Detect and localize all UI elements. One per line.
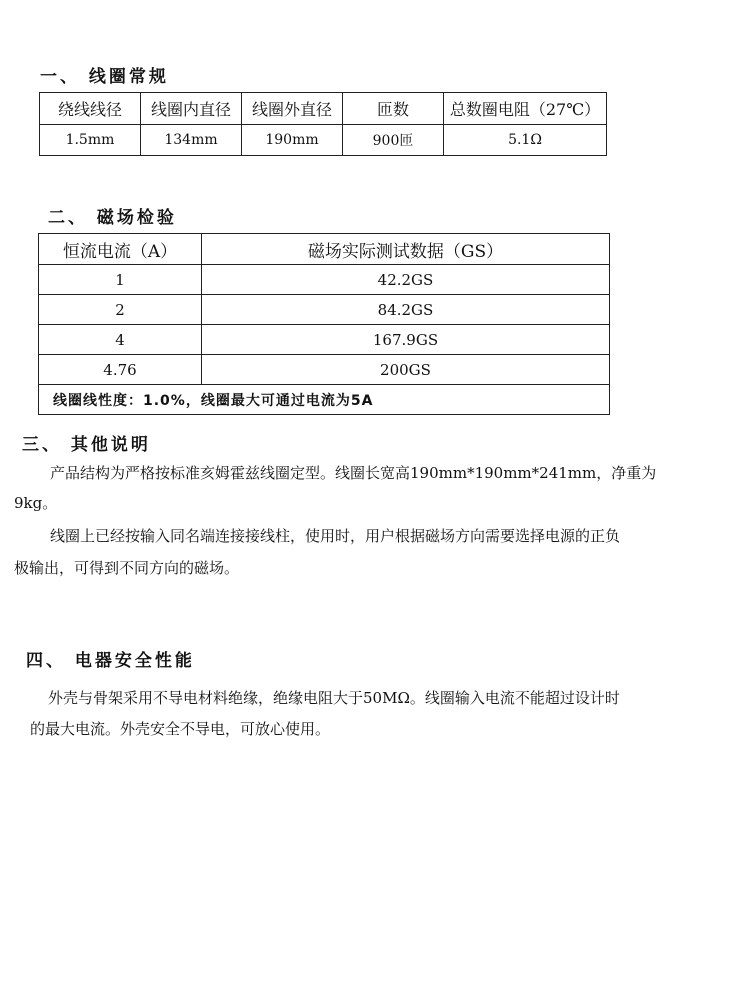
value-inner-diameter: 134mm	[141, 125, 242, 156]
section3-paragraph2-line1: 线圈上已经按输入同名端连接接线柱，使用时，用户根据磁场方向需要选择电源的正负	[50, 527, 621, 545]
table-row	[39, 325, 610, 355]
field-cell: 200GS	[202, 355, 610, 385]
current-cell: 4.76	[39, 355, 202, 385]
header-inner-diameter: 线圈内直径	[141, 93, 242, 125]
value-wire-diameter: 1.5mm	[40, 125, 141, 156]
section1-heading: 一、 线圈常规	[40, 67, 169, 87]
value-total-resistance: 5.1Ω	[444, 125, 607, 156]
table-row	[39, 265, 610, 295]
value-outer-diameter: 190mm	[242, 125, 343, 156]
header-total-resistance: 总数圈电阻（27℃）	[444, 93, 607, 125]
field-cell: 42.2GS	[202, 265, 610, 295]
table-row	[39, 355, 610, 385]
magnetic-field-table	[38, 233, 610, 415]
field-cell: 84.2GS	[202, 295, 610, 325]
table-row	[40, 125, 607, 156]
header-wire-diameter: 绕线线径	[40, 93, 141, 125]
table-row	[39, 295, 610, 325]
header-field-data: 磁场实际测试数据（GS）	[202, 234, 610, 265]
section4-paragraph-line2: 的最大电流。外壳安全不导电，可放心使用。	[30, 720, 331, 738]
linearity-note: 线圈线性度：1.0%，线圈最大可通过电流为5A	[39, 385, 610, 415]
value-turns: 900匝	[343, 125, 444, 156]
header-outer-diameter: 线圈外直径	[242, 93, 343, 125]
section3-paragraph1-line2: 9kg。	[14, 494, 58, 512]
section2-heading: 二、 磁场检验	[48, 208, 177, 228]
table-header-row	[40, 93, 607, 125]
section4-heading: 四、 电器安全性能	[26, 651, 195, 671]
header-current: 恒流电流（A）	[39, 234, 202, 265]
header-turns: 匝数	[343, 93, 444, 125]
current-cell: 2	[39, 295, 202, 325]
table-header-row	[39, 234, 610, 265]
section3-paragraph1-line1: 产品结构为严格按标准亥姆霍兹线圈定型。线圈长宽高190mm*190mm*241mm，净重为	[50, 464, 657, 482]
current-cell: 1	[39, 265, 202, 295]
coil-spec-table	[39, 92, 607, 156]
section3-heading: 三、 其他说明	[22, 435, 151, 455]
section3-paragraph2-line2: 极输出，可得到不同方向的磁场。	[14, 559, 240, 577]
field-cell: 167.9GS	[202, 325, 610, 355]
table-note-row	[39, 385, 610, 415]
current-cell: 4	[39, 325, 202, 355]
section4-paragraph-line1: 外壳与骨架采用不导电材料绝缘，绝缘电阻大于50MΩ。线圈输入电流不能超过设计时	[48, 689, 620, 707]
